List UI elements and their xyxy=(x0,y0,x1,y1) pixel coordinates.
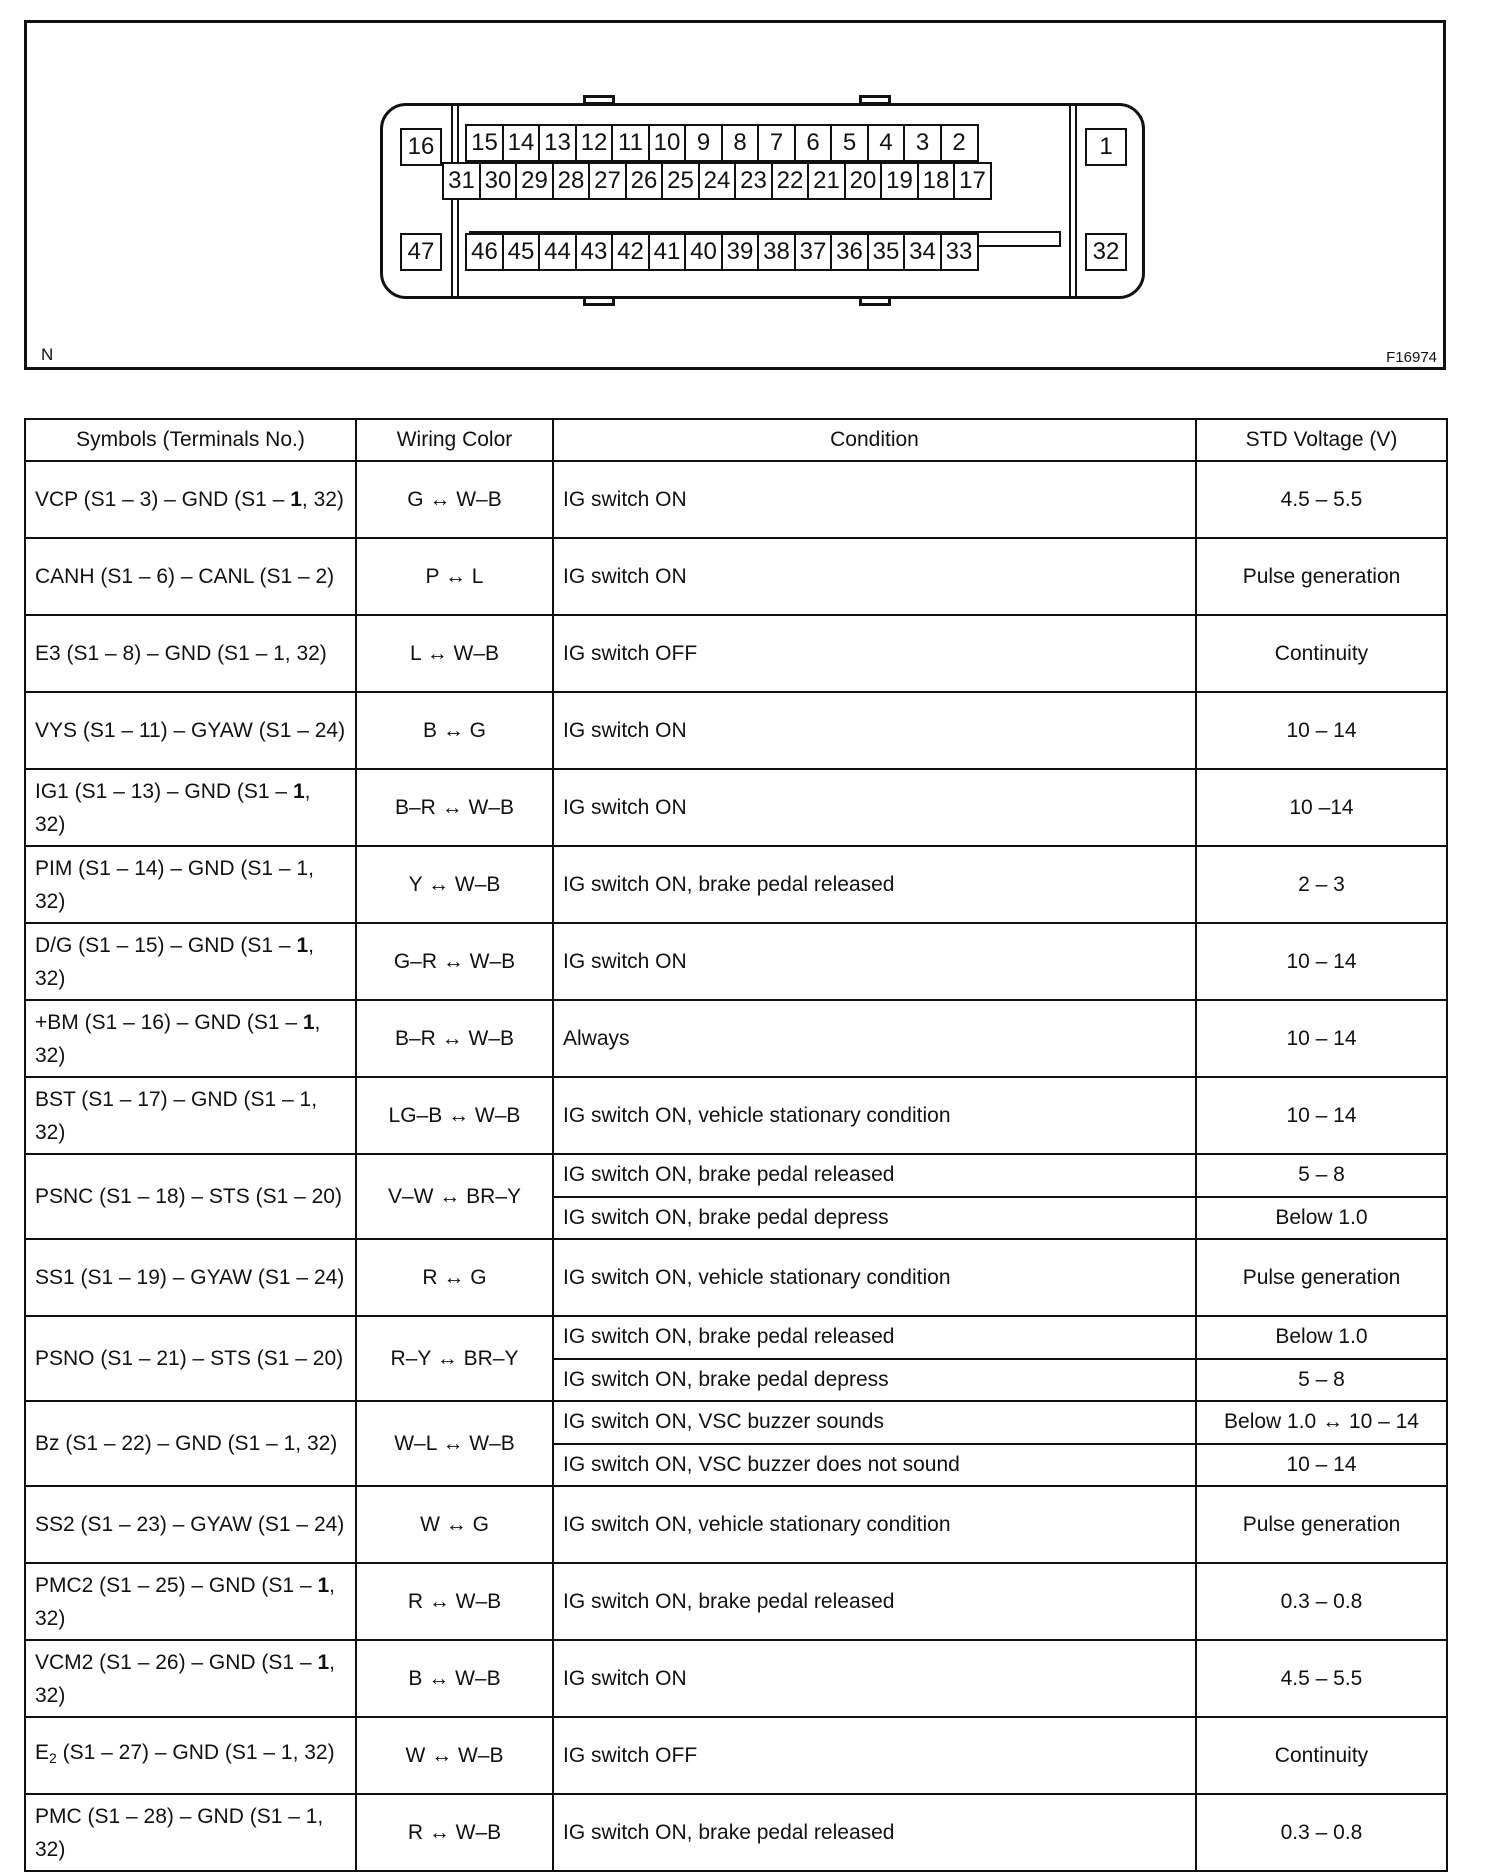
condition-cell: IG switch ON xyxy=(553,461,1196,538)
table-row xyxy=(25,461,1447,538)
terminal-cell: 9 xyxy=(684,124,723,162)
symbol-cell xyxy=(25,923,356,1000)
terminal-cell: 15 xyxy=(465,124,504,162)
terminal-cell: 10 xyxy=(648,124,687,162)
diagram-corner-label: N xyxy=(41,345,54,364)
symbol-cell xyxy=(25,1640,356,1717)
symbol-text: VCP (S1 – 3) – GND (S1 – xyxy=(35,488,291,511)
symbol-text: , 32) xyxy=(35,1573,335,1630)
connector-diagram xyxy=(24,20,1446,370)
terminal-cell: 12 xyxy=(575,124,614,162)
symbol-text: BST (S1 – 17) – GND (S1 – 1, 32) xyxy=(35,1087,318,1144)
symbol-cell xyxy=(25,1077,356,1154)
condition-cell: IG switch OFF xyxy=(553,615,1196,692)
terminal-side-16: 16 xyxy=(400,128,442,166)
symbol-emphasis: 1 xyxy=(317,1650,330,1674)
std-voltage-cell: 2 – 3 xyxy=(1196,846,1447,923)
symbol-cell xyxy=(25,1000,356,1077)
figure-code: F16974 xyxy=(1386,349,1437,366)
terminal-cell: 5 xyxy=(830,124,869,162)
symbol-text: Bz (S1 – 22) – GND (S1 – 1, 32) xyxy=(35,1432,338,1455)
table-row xyxy=(25,923,1447,1000)
symbol-text: SS1 (S1 – 19) – GYAW (S1 – 24) xyxy=(35,1266,345,1289)
housing-divider xyxy=(457,103,459,299)
symbol-text: PSNC (S1 – 18) – STS (S1 – 20) xyxy=(35,1185,342,1208)
wiring-color-cell: G–R ↔ W–B xyxy=(356,923,553,1000)
table-row xyxy=(25,692,1447,769)
std-voltage-cell: 4.5 – 5.5 xyxy=(1196,461,1447,538)
condition-cell: IG switch ON, brake pedal depress xyxy=(553,1197,1196,1240)
symbol-text: VCM2 (S1 – 26) – GND (S1 – xyxy=(35,1650,318,1674)
table-row xyxy=(25,1154,1447,1197)
table-row xyxy=(25,615,1447,692)
wiring-color-cell: R ↔ G xyxy=(356,1239,553,1316)
terminal-cell: 42 xyxy=(611,233,650,271)
table-row xyxy=(25,1640,1447,1717)
std-voltage-cell: 10 – 14 xyxy=(1196,692,1447,769)
terminal-cell: 21 xyxy=(807,162,846,200)
terminal-side-1: 1 xyxy=(1085,128,1127,166)
wiring-color-cell: L ↔ W–B xyxy=(356,615,553,692)
wiring-color-cell: W ↔ W–B xyxy=(356,1717,553,1794)
std-voltage-cell: Continuity xyxy=(1196,615,1447,692)
housing-tab xyxy=(583,95,615,105)
symbol-text: , 32) xyxy=(35,933,314,990)
condition-cell: IG switch ON xyxy=(553,538,1196,615)
wiring-color-cell: P ↔ L xyxy=(356,538,553,615)
wiring-color-cell: R ↔ W–B xyxy=(356,1563,553,1640)
table-row xyxy=(25,1000,1447,1077)
terminal-cell: 36 xyxy=(830,233,869,271)
symbol-cell xyxy=(25,461,356,538)
table-row xyxy=(25,1486,1447,1563)
terminal-row-bottom xyxy=(465,233,979,271)
std-voltage-cell: 10 – 14 xyxy=(1196,923,1447,1000)
terminal-row-middle xyxy=(442,162,992,200)
condition-cell: IG switch ON xyxy=(553,692,1196,769)
symbol-subscript: 2 xyxy=(49,1750,57,1766)
terminal-cell: 40 xyxy=(684,233,723,271)
terminal-cell: 11 xyxy=(611,124,650,162)
symbol-cell xyxy=(25,769,356,846)
std-voltage-cell: Pulse generation xyxy=(1196,1486,1447,1563)
std-voltage-cell: Continuity xyxy=(1196,1717,1447,1794)
condition-cell: IG switch ON, brake pedal released xyxy=(553,1563,1196,1640)
terminal-cell: 39 xyxy=(721,233,760,271)
condition-cell: IG switch ON, VSC buzzer sounds xyxy=(553,1401,1196,1444)
terminal-cell: 4 xyxy=(867,124,906,162)
terminal-side-47: 47 xyxy=(400,233,442,271)
table-row xyxy=(25,1717,1447,1794)
header-symbols: Symbols (Terminals No.) xyxy=(25,419,356,461)
condition-cell: IG switch ON, brake pedal released xyxy=(553,1794,1196,1871)
condition-cell: IG switch ON xyxy=(553,1640,1196,1717)
terminal-cell: 43 xyxy=(575,233,614,271)
terminal-cell: 46 xyxy=(465,233,504,271)
symbol-cell xyxy=(25,1717,356,1794)
symbol-text: IG1 (S1 – 13) – GND (S1 – xyxy=(35,779,293,803)
symbol-emphasis: 1 xyxy=(296,933,309,957)
terminal-cell: 29 xyxy=(515,162,554,200)
header-condition: Condition xyxy=(553,419,1196,461)
wiring-color-cell: G ↔ W–B xyxy=(356,461,553,538)
terminal-cell: 37 xyxy=(794,233,833,271)
std-voltage-cell: 10 – 14 xyxy=(1196,1077,1447,1154)
wiring-color-cell: W ↔ G xyxy=(356,1486,553,1563)
std-voltage-cell: 5 – 8 xyxy=(1196,1359,1447,1402)
condition-cell: IG switch ON xyxy=(553,923,1196,1000)
wiring-color-cell: LG–B ↔ W–B xyxy=(356,1077,553,1154)
std-voltage-cell: Below 1.0 xyxy=(1196,1316,1447,1359)
voltage-spec-table xyxy=(24,418,1448,1872)
table-header-row xyxy=(25,419,1447,461)
terminal-cell: 20 xyxy=(844,162,883,200)
terminal-row-top xyxy=(465,124,979,162)
symbol-cell xyxy=(25,1401,356,1486)
terminal-cell: 35 xyxy=(867,233,906,271)
std-voltage-cell: 0.3 – 0.8 xyxy=(1196,1563,1447,1640)
table-row xyxy=(25,538,1447,615)
wiring-color-cell: Y ↔ W–B xyxy=(356,846,553,923)
terminal-cell: 28 xyxy=(552,162,591,200)
terminal-cell: 25 xyxy=(661,162,700,200)
symbol-text: , 32) xyxy=(35,779,311,836)
wiring-color-cell: B ↔ G xyxy=(356,692,553,769)
condition-cell: IG switch ON, brake pedal depress xyxy=(553,1359,1196,1402)
table-row xyxy=(25,1316,1447,1359)
symbol-emphasis: 1 xyxy=(290,488,302,511)
terminal-cell: 13 xyxy=(538,124,577,162)
terminal-cell: 33 xyxy=(940,233,979,271)
symbol-cell xyxy=(25,1794,356,1871)
condition-cell: IG switch ON, brake pedal released xyxy=(553,1154,1196,1197)
symbol-emphasis: 1 xyxy=(302,1010,315,1034)
symbol-text: E xyxy=(35,1741,50,1764)
std-voltage-cell: Pulse generation xyxy=(1196,538,1447,615)
terminal-cell: 14 xyxy=(502,124,541,162)
wiring-color-cell: B–R ↔ W–B xyxy=(356,769,553,846)
terminal-cell: 27 xyxy=(588,162,627,200)
table-row xyxy=(25,1239,1447,1316)
terminal-cell: 18 xyxy=(917,162,956,200)
symbol-text: PIM (S1 – 14) – GND (S1 – 1, 32) xyxy=(35,856,314,913)
symbol-text: PSNO (S1 – 21) – STS (S1 – 20) xyxy=(35,1347,344,1370)
terminal-cell: 3 xyxy=(903,124,942,162)
housing-divider xyxy=(1075,103,1077,299)
std-voltage-cell: Below 1.0 xyxy=(1196,1197,1447,1240)
terminal-side-32: 32 xyxy=(1085,233,1127,271)
std-voltage-cell: 4.5 – 5.5 xyxy=(1196,1640,1447,1717)
wiring-color-cell: B–R ↔ W–B xyxy=(356,1000,553,1077)
wiring-color-cell: R ↔ W–B xyxy=(356,1794,553,1871)
housing-tab xyxy=(583,296,615,306)
std-voltage-cell: 0.3 – 0.8 xyxy=(1196,1794,1447,1871)
table-row xyxy=(25,1077,1447,1154)
symbol-text: CANH (S1 – 6) – CANL (S1 – 2) xyxy=(35,565,335,588)
condition-cell: IG switch ON, vehicle stationary condition xyxy=(553,1486,1196,1563)
symbol-text: , 32) xyxy=(35,1010,321,1067)
terminal-cell: 41 xyxy=(648,233,687,271)
housing-divider xyxy=(1069,103,1071,299)
terminal-cell: 17 xyxy=(953,162,992,200)
symbol-cell xyxy=(25,846,356,923)
terminal-cell: 24 xyxy=(698,162,737,200)
terminal-cell: 44 xyxy=(538,233,577,271)
std-voltage-cell: 10 – 14 xyxy=(1196,1444,1447,1487)
terminal-cell: 7 xyxy=(757,124,796,162)
symbol-text: , 32) xyxy=(301,488,344,511)
symbol-cell xyxy=(25,1316,356,1401)
terminal-cell: 19 xyxy=(880,162,919,200)
wiring-color-cell: B ↔ W–B xyxy=(356,1640,553,1717)
terminal-cell: 31 xyxy=(442,162,481,200)
header-std-voltage: STD Voltage (V) xyxy=(1196,419,1447,461)
table-row xyxy=(25,1794,1447,1871)
wiring-color-cell: W–L ↔ W–B xyxy=(356,1401,553,1486)
condition-cell: IG switch OFF xyxy=(553,1717,1196,1794)
table-row xyxy=(25,769,1447,846)
symbol-cell xyxy=(25,1486,356,1563)
symbol-cell xyxy=(25,1154,356,1239)
housing-divider xyxy=(451,103,453,299)
table-row xyxy=(25,1563,1447,1640)
symbol-text: VYS (S1 – 11) – GYAW (S1 – 24) xyxy=(35,719,346,742)
condition-cell: IG switch ON xyxy=(553,769,1196,846)
header-wiring-color: Wiring Color xyxy=(356,419,553,461)
condition-cell: IG switch ON, VSC buzzer does not sound xyxy=(553,1444,1196,1487)
condition-cell: IG switch ON, brake pedal released xyxy=(553,1316,1196,1359)
terminal-cell: 6 xyxy=(794,124,833,162)
std-voltage-cell: Below 1.0 ↔ 10 – 14 xyxy=(1196,1401,1447,1444)
housing-tab xyxy=(859,296,891,306)
symbol-cell xyxy=(25,1239,356,1316)
symbol-cell xyxy=(25,615,356,692)
symbol-text: PMC2 (S1 – 25) – GND (S1 – xyxy=(35,1573,318,1597)
terminal-cell: 26 xyxy=(625,162,664,200)
symbol-cell xyxy=(25,1563,356,1640)
wiring-color-cell: V–W ↔ BR–Y xyxy=(356,1154,553,1239)
std-voltage-cell: 5 – 8 xyxy=(1196,1154,1447,1197)
terminal-cell: 30 xyxy=(479,162,518,200)
std-voltage-cell: 10 – 14 xyxy=(1196,1000,1447,1077)
symbol-emphasis: 1 xyxy=(317,1573,330,1597)
symbol-text: E3 (S1 – 8) – GND (S1 – 1, 32) xyxy=(35,642,327,665)
terminal-cell: 23 xyxy=(734,162,773,200)
condition-cell: IG switch ON, brake pedal released xyxy=(553,846,1196,923)
condition-cell: IG switch ON, vehicle stationary condition xyxy=(553,1239,1196,1316)
symbol-text: PMC (S1 – 28) – GND (S1 – 1, 32) xyxy=(35,1804,324,1861)
symbol-text: , 32) xyxy=(35,1650,335,1707)
terminal-cell: 2 xyxy=(940,124,979,162)
std-voltage-cell: Pulse generation xyxy=(1196,1239,1447,1316)
housing-tab xyxy=(859,95,891,105)
terminal-cell: 8 xyxy=(721,124,760,162)
std-voltage-cell: 10 –14 xyxy=(1196,769,1447,846)
wiring-color-cell: R–Y ↔ BR–Y xyxy=(356,1316,553,1401)
symbol-cell xyxy=(25,692,356,769)
terminal-cell: 22 xyxy=(771,162,810,200)
symbol-text: (S1 – 27) – GND (S1 – 1, 32) xyxy=(56,1741,335,1764)
terminal-cell: 38 xyxy=(757,233,796,271)
table-row xyxy=(25,846,1447,923)
terminal-cell: 34 xyxy=(903,233,942,271)
terminal-cell: 45 xyxy=(502,233,541,271)
table-row xyxy=(25,1401,1447,1444)
symbol-cell xyxy=(25,538,356,615)
symbol-emphasis: 1 xyxy=(292,779,305,803)
condition-cell: IG switch ON, vehicle stationary condition xyxy=(553,1077,1196,1154)
symbol-text: SS2 (S1 – 23) – GYAW (S1 – 24) xyxy=(35,1513,345,1536)
condition-cell: Always xyxy=(553,1000,1196,1077)
symbol-text: D/G (S1 – 15) – GND (S1 – xyxy=(35,933,297,957)
symbol-text: +BM (S1 – 16) – GND (S1 – xyxy=(35,1010,303,1034)
